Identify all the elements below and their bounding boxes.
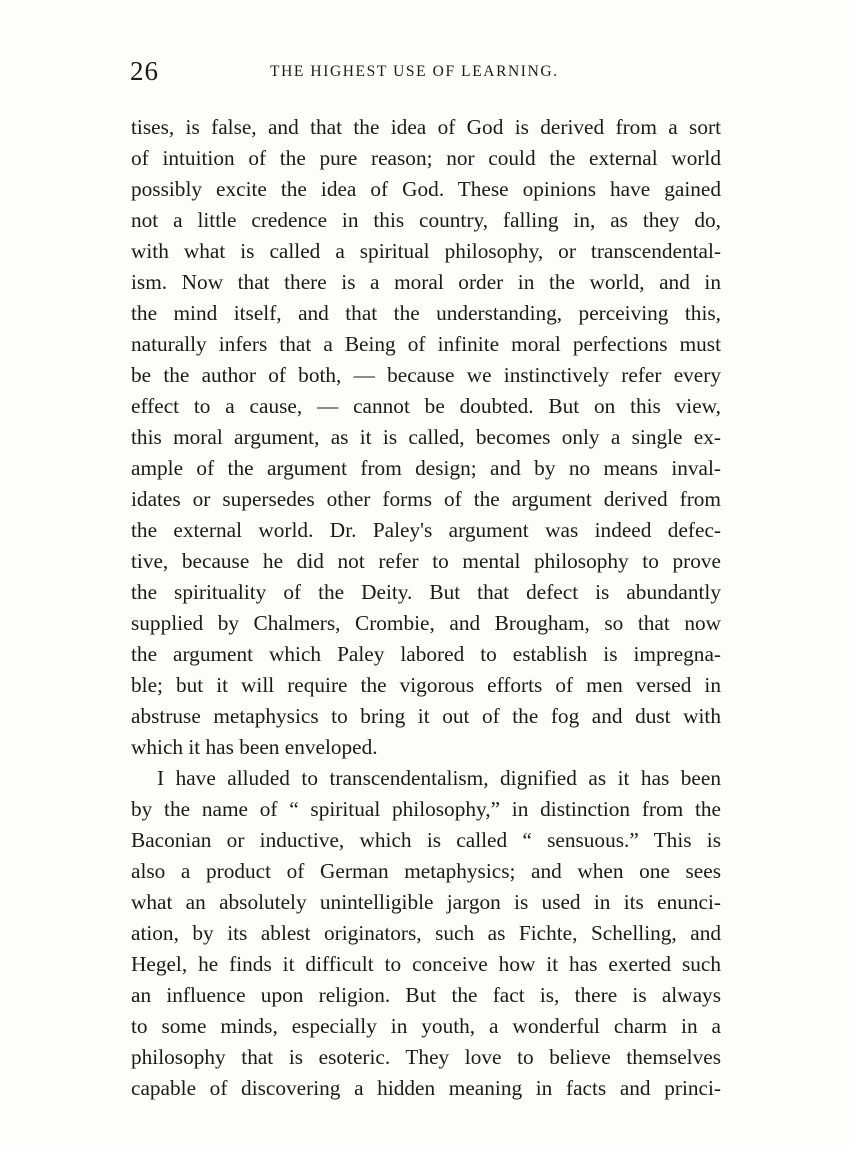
text-line: which it has been enveloped. — [131, 735, 378, 759]
text-line: not a little credence in this country, falling in, as they do, — [131, 208, 721, 232]
text-line: I have alluded to transcendentalism, dignified as it has been — [157, 766, 721, 790]
text-line: effect to a cause, — cannot be doubted. But on this view, — [131, 394, 721, 418]
text-line: with what is called a spiritual philosophy, or transcendental- — [131, 239, 721, 263]
text-line: to some minds, especially in youth, a wonderful charm in a — [131, 1014, 721, 1038]
text-line: also a product of German metaphysics; and when one sees — [131, 859, 721, 883]
text-line: philosophy that is esoteric. They love to believe themselves — [131, 1045, 721, 1069]
text-line: an influence upon religion. But the fact is, there is always — [131, 983, 721, 1007]
text-line: abstruse metaphysics to bring it out of the fog and dust with — [131, 704, 721, 728]
text-line: be the author of both, — because we instinctively refer every — [131, 363, 721, 387]
text-line: the spirituality of the Deity. But that defect is abundantly — [131, 580, 721, 604]
paragraph — [131, 763, 721, 1104]
paragraph — [131, 112, 721, 763]
text-line: the external world. Dr. Paley's argument was indeed defec- — [131, 518, 721, 542]
text-line: Hegel, he finds it difficult to conceive how it has exerted such — [131, 952, 721, 976]
text-line: tises, is false, and that the idea of God is derived from a sort — [131, 115, 721, 139]
text-line: the mind itself, and that the understanding, perceiving this, — [131, 301, 721, 325]
body-text — [131, 112, 721, 1104]
text-line: what an absolutely unintelligible jargon is used in its enunci- — [131, 890, 721, 914]
text-line: ism. Now that there is a moral order in the world, and in — [131, 270, 721, 294]
text-line: ation, by its ablest originators, such as Fichte, Schelling, and — [131, 921, 721, 945]
text-line: of intuition of the pure reason; nor could the external world — [131, 146, 721, 170]
text-line: ample of the argument from design; and by no means inval- — [131, 456, 721, 480]
page-header — [130, 56, 720, 92]
running-head: THE HIGHEST USE OF LEARNING. — [270, 63, 559, 80]
text-line: by the name of “ spiritual philosophy,” in distinction from the — [131, 797, 721, 821]
text-line: Baconian or inductive, which is called “ sensuous.” This is — [131, 828, 721, 852]
text-line: tive, because he did not refer to mental philosophy to prove — [131, 549, 721, 573]
text-line: capable of discovering a hidden meaning in facts and princi- — [131, 1076, 721, 1100]
text-line: supplied by Chalmers, Crombie, and Brougham, so that now — [131, 611, 721, 635]
text-line: possibly excite the idea of God. These opinions have gained — [131, 177, 721, 201]
text-line: this moral argument, as it is called, becomes only a single ex- — [131, 425, 721, 449]
page-number: 26 — [130, 56, 159, 86]
text-line: idates or supersedes other forms of the argument derived from — [131, 487, 721, 511]
text-line: the argument which Paley labored to establish is impregna- — [131, 642, 721, 666]
text-line: naturally infers that a Being of infinite moral perfections must — [131, 332, 721, 356]
text-line: ble; but it will require the vigorous efforts of men versed in — [131, 673, 721, 697]
